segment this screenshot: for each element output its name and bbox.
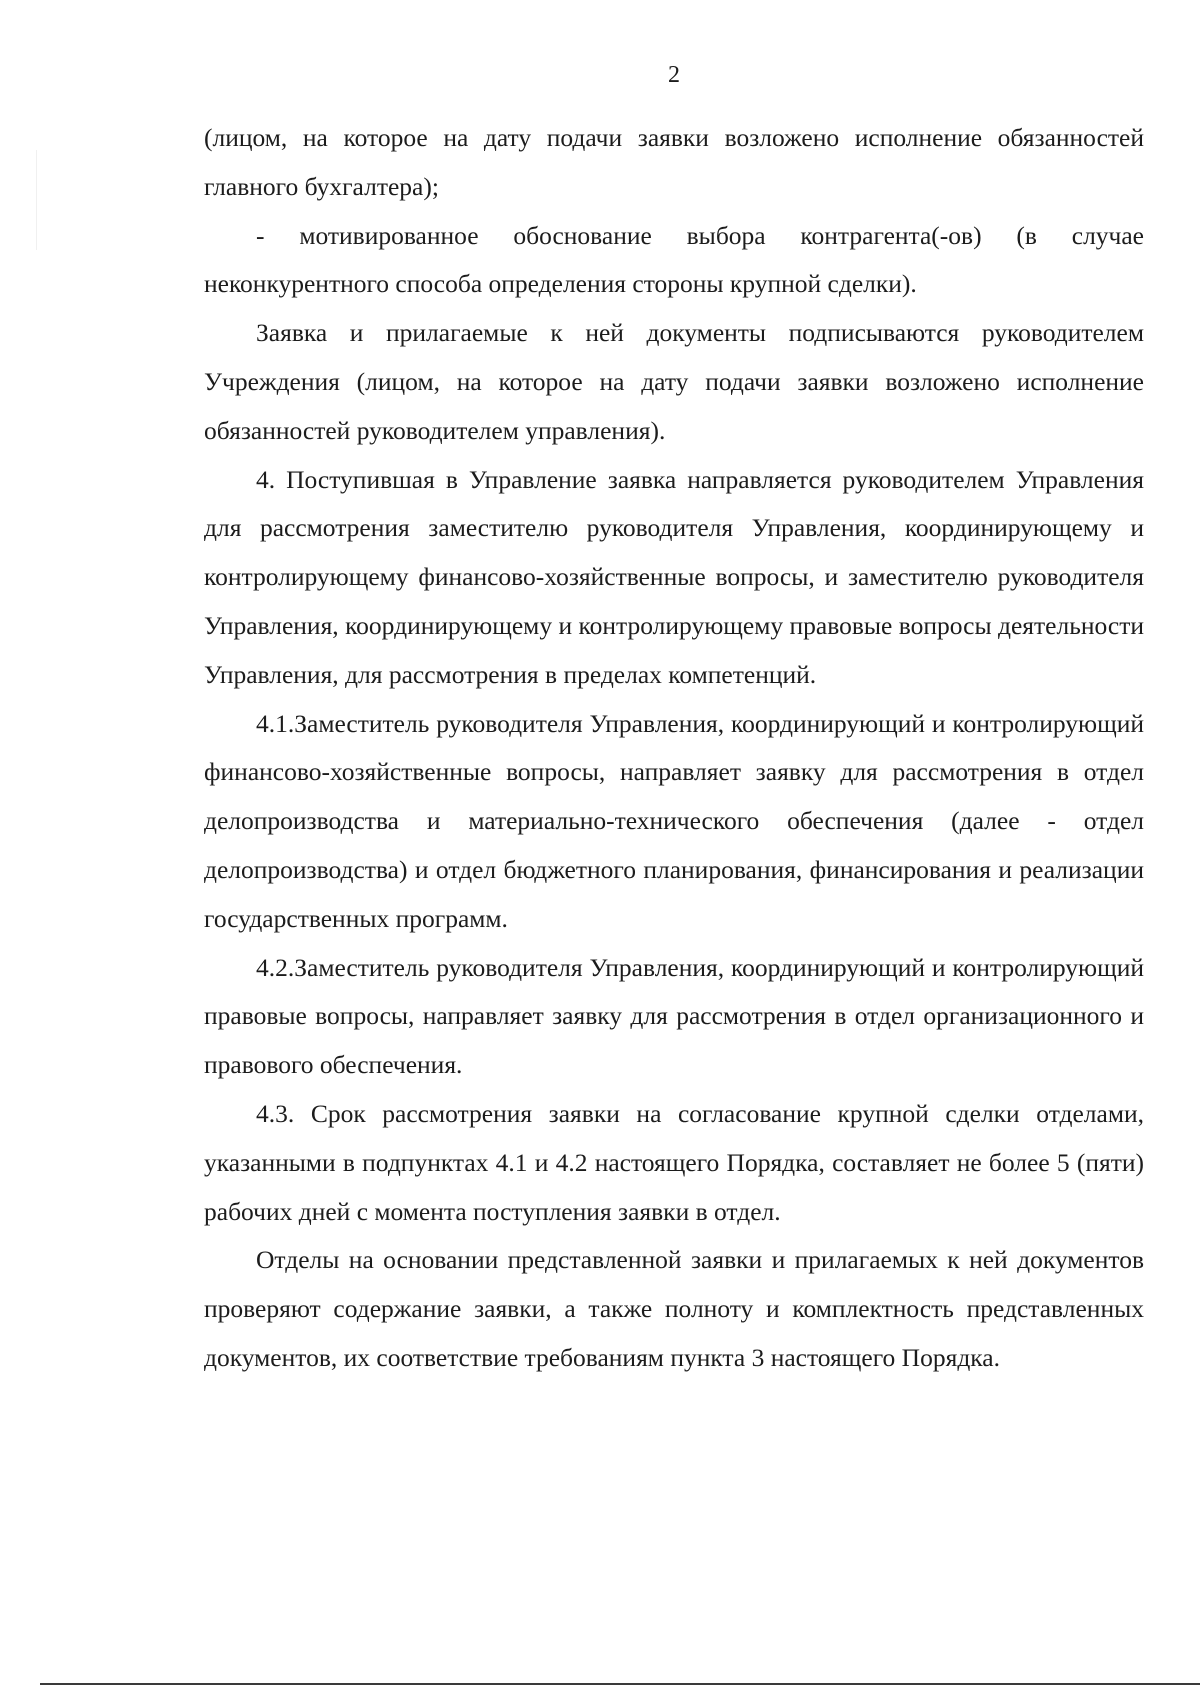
paragraph-item-4: 4. Поступившая в Управление заявка направляется руководителем Управления для рассмотрения заместителю руководителя Управления, координирующему и контролирующему финансово-хозяйственные вопросы, и заместителю руководителя Управления, координирующему и контролирующему правовые вопросы деятельности Управления, для рассмотрения в пределах компетенций. — [204, 464, 1144, 689]
scan-margin-shadow — [36, 150, 37, 250]
page-bottom-edge — [40, 1683, 1200, 1685]
paragraph-item-4-1: 4.1.Заместитель руководителя Управления, координирующий и контролирующий финансово-хозяйственные вопросы, направляет заявку для рассмотрения в отдел делопроизводства и материально-технического обеспечения (далее - отдел делопроизводства) и отдел бюджетного планирования, финансирования и реализации государственных программ. — [204, 708, 1144, 933]
document-body — [204, 114, 1144, 1383]
paragraph-item-4-2: 4.2.Заместитель руководителя Управления, координирующий и контролирующий правовые вопросы, направляет заявку для рассмотрения в отдел организационного и правового обеспечения. — [204, 952, 1144, 1080]
paragraph-chief-accountant-duties: (лицом, на которое на дату подачи заявки возложено исполнение обязанностей главного бухгалтера); — [204, 123, 1144, 201]
paragraph-item-4-3: 4.3. Срок рассмотрения заявки на согласование крупной сделки отделами, указанными в подпунктах 4.1 и 4.2 настоящего Порядка, составляет не более 5 (пяти) рабочих дней с момента поступления заявки в отдел. — [204, 1098, 1144, 1226]
page-number: 2 — [668, 62, 680, 88]
paragraph-application-signing: Заявка и прилагаемые к ней документы подписываются руководителем Учреждения (лицом, на которое на дату подачи заявки возложено исполнение обязанностей руководителем управления). — [204, 318, 1144, 445]
paragraph-departments-review: Отделы на основании представленной заявки и прилагаемых к ней документов проверяют содержание заявки, а также полноту и комплектность представленных документов, их соответствие требованиям пункта 3 настоящего Порядка. — [204, 1245, 1144, 1372]
paragraph-counterparty-justification: - мотивированное обоснование выбора контрагента(-ов) (в случае неконкурентного способа определения стороны крупной сделки). — [204, 220, 1144, 299]
